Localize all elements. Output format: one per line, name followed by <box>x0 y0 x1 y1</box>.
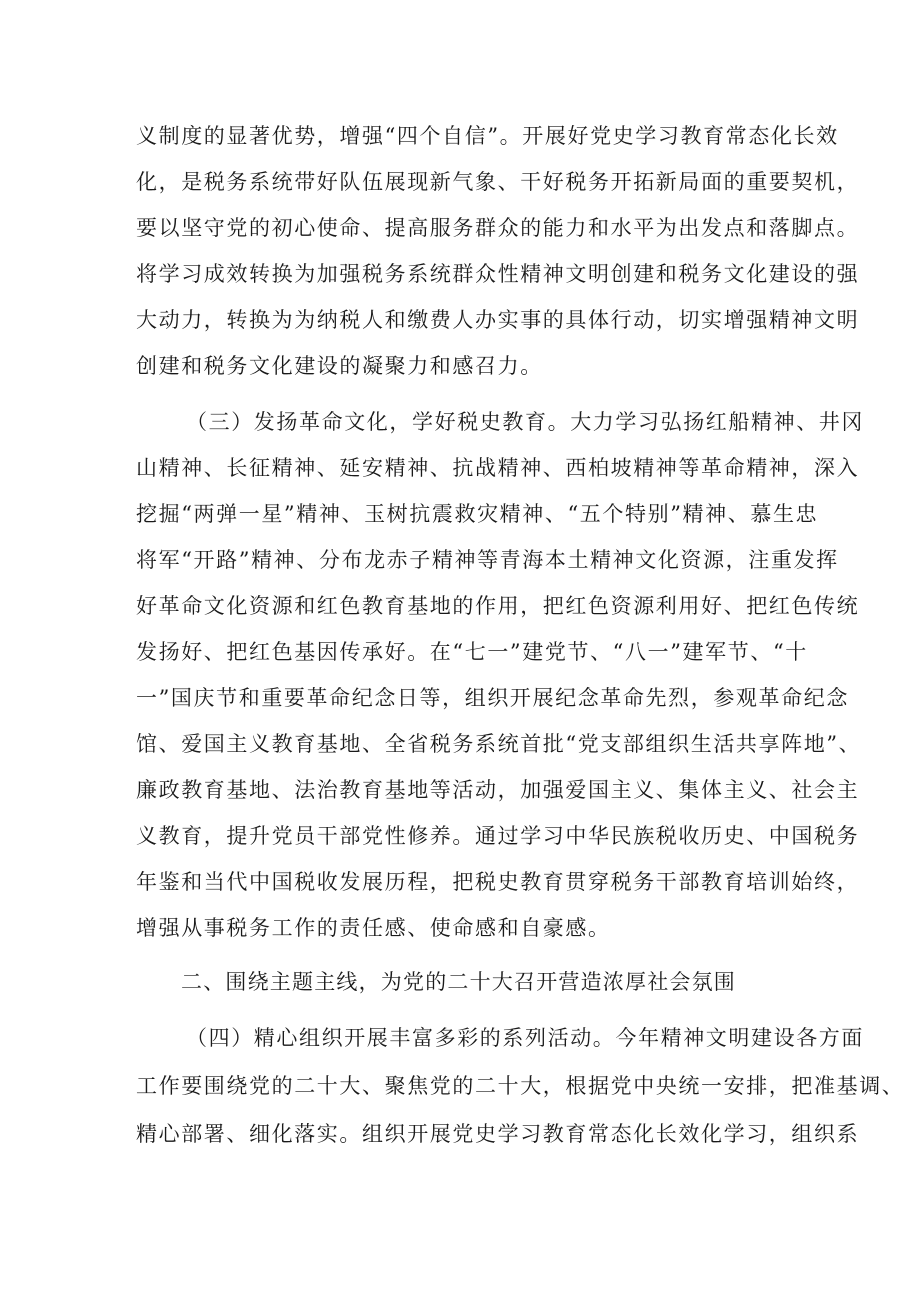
body-text-line: 精心部署、细化落实。组织开展党史学习教育常态化长效化学习，组织系 <box>136 1122 860 1146</box>
body-text-line: 将军“开路”精神、分布龙赤子精神等青海本土精神文化资源，注重发挥 <box>136 548 839 572</box>
body-text-line: （三）发扬革命文化，学好税史教育。大力学习弘扬红船精神、井冈 <box>186 410 864 434</box>
body-text-line: 好革命文化资源和红色教育基地的作用，把红色资源利用好、把红色传统 <box>136 594 860 618</box>
body-text-line: 一”国庆节和重要革命纪念日等，组织开展纪念革命先烈，参观革命纪念 <box>136 686 849 710</box>
body-text-line: 化，是税务系统带好队伍展现新气象、干好税务开拓新局面的重要契机， <box>136 170 860 194</box>
section-heading: 二、围绕主题主线，为党的二十大召开营造浓厚社会氛围 <box>181 970 736 994</box>
body-text-line: 挖掘“两弹一星”精神、玉树抗震救灾精神、“五个特别”精神、慕生忠 <box>136 502 819 526</box>
body-text-line: 工作要围绕党的二十大、聚焦党的二十大，根据党中央统一安排，把准基调、 <box>136 1074 905 1098</box>
body-text-line: 创建和税务文化建设的凝聚力和感召力。 <box>136 354 543 378</box>
body-text-line: 义制度的显著优势，增强“四个自信”。开展好党史学习教育常态化长效 <box>136 124 839 148</box>
body-text-line: 大动力，转换为为纳税人和缴费人办实事的具体行动，切实增强精神文明 <box>136 308 860 332</box>
body-text-line: 要以坚守党的初心使命、提高服务群众的能力和水平为出发点和落脚点。 <box>136 216 860 240</box>
body-text-line: 发扬好、把红色基因传承好。在“七一”建党节、“八一”建军节、“十 <box>136 640 808 664</box>
body-text-line: 年鉴和当代中国税收发展历程，把税史教育贯穿税务干部教育培训始终， <box>136 870 860 894</box>
body-text-line: 义教育，提升党员干部党性修养。通过学习中华民族税收历史、中国税务 <box>136 824 860 848</box>
body-text-line: 增强从事税务工作的责任感、使命感和自豪感。 <box>136 916 611 940</box>
body-text-line: （四）精心组织开展丰富多彩的系列活动。今年精神文明建设各方面 <box>186 1026 864 1050</box>
body-text-line: 将学习成效转换为加强税务系统群众性精神文明创建和税务文化建设的强 <box>136 262 860 286</box>
body-text-line: 山精神、长征精神、延安精神、抗战精神、西柏坡精神等革命精神，深入 <box>136 456 860 480</box>
body-text-line: 廉政教育基地、法治教育基地等活动，加强爱国主义、集体主义、社会主 <box>136 778 860 802</box>
body-text-line: 馆、爱国主义教育基地、全省税务系统首批“党支部组织生活共享阵地”、 <box>136 732 862 756</box>
